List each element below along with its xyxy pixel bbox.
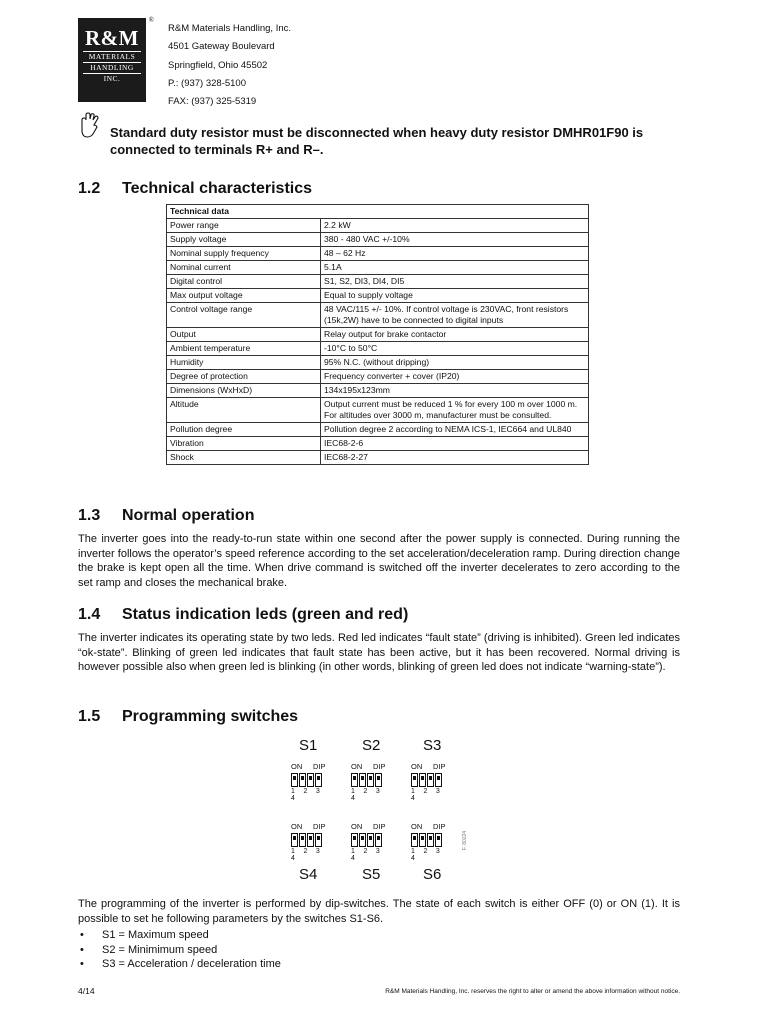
section-heading-1-2 <box>78 180 312 198</box>
company-logo <box>78 16 154 102</box>
normal-operation-text: The inverter goes into the ready-to-run state within one second after the power supply is connected. During running the inverter follows the operator’s speed reference according to the set acceleration/deceleration ramp. During direction change the brake is kept open all the time. When drive command is switched off the inverter decelerates to zero according to the set ramp and closes the mechanical brake. <box>78 533 680 589</box>
spec-name: Digital control <box>167 275 321 289</box>
spec-name: Output <box>167 328 321 342</box>
switch-label-s2: S2 <box>362 737 381 754</box>
dip-label: DIP <box>313 762 326 771</box>
spec-value: 5.1A <box>321 261 589 275</box>
company-address <box>168 20 291 111</box>
dip-positions: 1 2 3 4 <box>351 848 384 862</box>
table-row <box>167 451 589 465</box>
table-row <box>167 261 589 275</box>
dip-keys <box>411 773 442 787</box>
section-heading-1-3 <box>78 507 254 525</box>
warning-note: Standard duty resistor must be disconnected when heavy duty resistor DMHR01F90 is connected to terminals R+ and R–. <box>110 125 644 157</box>
on-label: ON <box>411 822 423 831</box>
address-line: Springfield, Ohio 45502 <box>168 59 268 71</box>
dip-switch-s5[interactable] <box>351 822 391 862</box>
spec-value: Equal to supply voltage <box>321 289 589 303</box>
switch-label-s6: S6 <box>423 866 442 883</box>
spec-name: Altitude <box>167 398 321 423</box>
table-row <box>167 384 589 398</box>
spec-name: Shock <box>167 451 321 465</box>
dip-positions: 1 2 3 4 <box>291 788 324 802</box>
spec-value: S1, S2, DI3, DI4, DI5 <box>321 275 589 289</box>
spec-value: 48 – 62 Hz <box>321 247 589 261</box>
spec-name: Dimensions (WxHxD) <box>167 384 321 398</box>
table-row <box>167 398 589 423</box>
spec-value: Pollution degree 2 according to NEMA ICS-1, IEC664 and UL840 <box>321 423 589 437</box>
table-row <box>167 356 589 370</box>
table-row <box>167 370 589 384</box>
section-number: 1.2 <box>78 180 101 197</box>
spec-value: Relay output for brake contactor <box>321 328 589 342</box>
table-row <box>167 423 589 437</box>
switch-label-s4: S4 <box>299 866 318 883</box>
logo-line-inc: INC. <box>83 73 141 84</box>
spec-value: Output current must be reduced 1 % for every 100 m over 1000 m. For altitudes over 3000 m, manufacturer must be consulted. <box>321 398 589 423</box>
list-item: • S2 = Minimimum speed <box>78 943 281 958</box>
spec-name: Vibration <box>167 437 321 451</box>
programming-text: The programming of the inverter is performed by dip-switches. The state of each switch is either OFF (0) or ON (1). It is possible to set he following parameters by the switches S1-S6. <box>78 898 680 925</box>
list-item: • S1 = Maximum speed <box>78 928 281 943</box>
table-row <box>167 328 589 342</box>
spec-name: Control voltage range <box>167 303 321 328</box>
dip-label: DIP <box>373 822 386 831</box>
spec-name: Pollution degree <box>167 423 321 437</box>
dip-label: DIP <box>313 822 326 831</box>
dip-switch-s3[interactable] <box>411 762 451 802</box>
spec-name: Humidity <box>167 356 321 370</box>
spec-name: Power range <box>167 219 321 233</box>
dip-positions: 1 2 3 4 <box>411 848 444 862</box>
dip-positions: 1 2 3 4 <box>351 788 384 802</box>
switch-label-s5: S5 <box>362 866 381 883</box>
fax-line: FAX: (937) 325-5319 <box>168 96 257 108</box>
spec-value: 95% N.C. (without dripping) <box>321 356 589 370</box>
table-row <box>167 247 589 261</box>
on-label: ON <box>291 762 303 771</box>
phone-line: P.: (937) 328-5100 <box>168 77 246 89</box>
list-item: • S3 = Acceleration / deceleration time <box>78 957 281 972</box>
table-header: Technical data <box>167 205 589 219</box>
section-number: 1.5 <box>78 708 101 725</box>
on-label: ON <box>351 762 363 771</box>
dip-keys <box>351 833 382 847</box>
section-number: 1.4 <box>78 606 101 623</box>
spec-name: Nominal supply frequency <box>167 247 321 261</box>
table-row <box>167 303 589 328</box>
dip-keys <box>291 833 322 847</box>
spec-name: Degree of protection <box>167 370 321 384</box>
table-row <box>167 219 589 233</box>
spec-name: Supply voltage <box>167 233 321 247</box>
dip-keys <box>351 773 382 787</box>
dip-positions: 1 2 3 4 <box>291 848 324 862</box>
on-label: ON <box>291 822 303 831</box>
footer-disclaimer: R&M Materials Handling, Inc. reserves the right to alter or amend the above information without notice. <box>385 988 680 995</box>
dip-keys <box>411 833 442 847</box>
section-title: Normal operation <box>122 507 255 524</box>
spec-value: 2.2 kW <box>321 219 589 233</box>
spec-name: Max output voltage <box>167 289 321 303</box>
spec-value: 48 VAC/115 +/- 10%. If control voltage is 230VAC, front resistors (15k,2W) have to be connected to digital inputs <box>321 303 589 328</box>
technical-data-table <box>166 204 589 465</box>
status-leds-text: The inverter indicates its operating state by two leds. Red led indicates “fault state” (driving is inhibited). Green led indicates “ok-state”. Blinking of green led indicates that fault state has been active, but it has been recovered. Normal driving is however possible also when green led is blinking (in other words, blinking of green led does not indicate “warning-state”). <box>78 632 680 673</box>
section-title: Status indication leds (green and red) <box>122 606 409 623</box>
page-number: 4/14 <box>78 986 95 996</box>
address-line: R&M Materials Handling, Inc. <box>168 23 292 34</box>
dip-label: DIP <box>433 762 446 771</box>
switch-label-s1: S1 <box>299 737 318 754</box>
on-label: ON <box>411 762 423 771</box>
logo-initials: R&M <box>85 26 139 50</box>
dip-switch-s2[interactable] <box>351 762 391 802</box>
dip-switch-s6[interactable] <box>411 822 451 862</box>
section-heading-1-5 <box>78 708 298 726</box>
dip-keys <box>291 773 322 787</box>
dip-switch-s4[interactable] <box>291 822 331 862</box>
spec-name: Ambient temperature <box>167 342 321 356</box>
table-row <box>167 437 589 451</box>
section-title: Programming switches <box>122 708 299 725</box>
table-row <box>167 289 589 303</box>
address-line: 4501 Gateway Boulevard <box>168 41 275 53</box>
spec-value: Frequency converter + cover (IP20) <box>321 370 589 384</box>
dip-label: DIP <box>373 762 386 771</box>
spec-value: -10°C to 50°C <box>321 342 589 356</box>
spec-value: 134x195x123mm <box>321 384 589 398</box>
parameter-list <box>78 928 281 972</box>
section-title: Technical characteristics <box>122 180 313 197</box>
section-heading-1-4 <box>78 606 408 624</box>
spec-name: Nominal current <box>167 261 321 275</box>
spec-value: IEC68-2-27 <box>321 451 589 465</box>
on-label: ON <box>351 822 363 831</box>
logo-line-materials: MATERIALS <box>83 51 141 62</box>
table-row <box>167 275 589 289</box>
dip-positions: 1 2 3 4 <box>411 788 444 802</box>
table-row <box>167 233 589 247</box>
table-row <box>167 342 589 356</box>
figure-tag: F. 80224 <box>462 830 468 850</box>
dip-switch-s1[interactable] <box>291 762 331 802</box>
spec-value: 380 - 480 VAC +/-10% <box>321 233 589 247</box>
switch-label-s3: S3 <box>423 737 442 754</box>
spec-value: IEC68-2-6 <box>321 437 589 451</box>
registered-mark: ® <box>148 16 154 24</box>
logo-line-handling: HANDLING <box>83 62 141 73</box>
hand-pointing-icon <box>78 112 102 138</box>
dip-label: DIP <box>433 822 446 831</box>
section-number: 1.3 <box>78 507 101 524</box>
